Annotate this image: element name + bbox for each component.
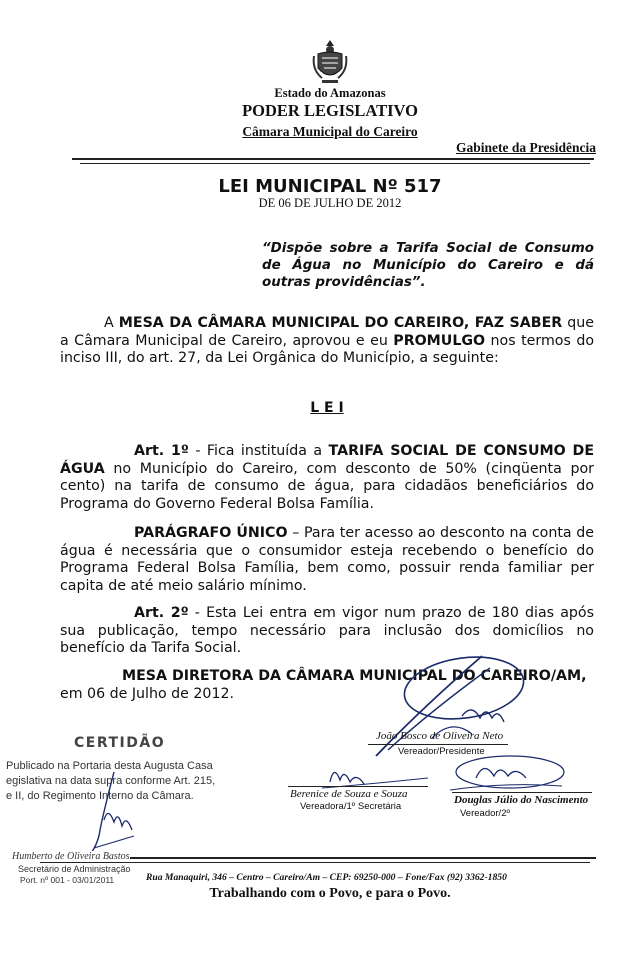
article-2-label: Art. 2º bbox=[134, 605, 189, 621]
header-power: PODER LEGISLATIVO bbox=[242, 101, 418, 120]
article-1-bold: TARIFA SOCIAL DE CONSUMO DE ÁGUA bbox=[60, 443, 595, 477]
intro-text-2: que a Câmara Municipal de Careiro, aprovou e eu bbox=[60, 315, 594, 349]
certidao-signer: Humberto de Oliveira Bastos bbox=[12, 851, 130, 862]
header-office: Gabinete da Presidência bbox=[456, 140, 596, 155]
article-1-text-2: no Município do Careiro, com desconto de 50% (cinqüenta por cento) na tarifa de consumo de água, para cidadãos beneficiários do Programa do Governo Federal Bolsa Família. bbox=[60, 460, 594, 512]
footer-motto: Trabalhando com o Povo, e para o Povo. bbox=[209, 886, 451, 901]
president-line bbox=[368, 744, 508, 745]
certidao-title: CERTIDÃO bbox=[74, 735, 166, 751]
header-chamber: Câmara Municipal do Careiro bbox=[242, 124, 418, 139]
article-1-text-1: - Fica instituída a bbox=[188, 443, 329, 459]
second-signature bbox=[446, 752, 566, 796]
coat-of-arms-icon bbox=[312, 38, 348, 86]
secretary-role: Vereadora/1º Secretária bbox=[300, 801, 402, 812]
law-title: LEI MUNICIPAL Nº 517 bbox=[218, 176, 442, 197]
article-1 bbox=[60, 443, 594, 513]
footer-rule-bottom bbox=[40, 862, 590, 863]
footer-address: Rua Manaquiri, 346 – Centro – Careiro/Am – CEP: 69250-000 – Fone/Fax (92) 3362-1850 bbox=[146, 872, 507, 883]
law-summary: “Dispõe sobre a Tarifa Social de Consumo de Água no Município do Careiro e dá outras providências”. bbox=[262, 241, 594, 290]
intro-paragraph bbox=[60, 315, 594, 368]
president-role: Vereador/Presidente bbox=[398, 746, 485, 757]
secretary-name: Berenice de Souza e Souza bbox=[290, 788, 408, 800]
secretary-line bbox=[288, 786, 428, 787]
president-name: João Bosco de Oliveira Neto bbox=[376, 730, 504, 742]
certidao-line-2: egislativa na data supra conforme Art. 215, bbox=[6, 775, 216, 787]
second-name: Douglas Júlio do Nascimento bbox=[454, 794, 589, 806]
certidao-line-1: Publicado na Portaria desta Augusta Casa bbox=[6, 760, 213, 772]
header-rule-top bbox=[72, 158, 594, 160]
certidao-role: Secretário de Administração bbox=[18, 864, 131, 874]
lei-heading: L E I bbox=[310, 400, 344, 416]
law-date: DE 06 DE JULHO DE 2012 bbox=[258, 196, 402, 210]
intro-text-1: A bbox=[104, 315, 119, 331]
closing-bold: MESA DIRETORA DA CÂMARA MUNICIPAL DO CAREIRO/AM, bbox=[122, 668, 587, 684]
intro-bold-1: MESA DA CÂMARA MUNICIPAL DO CAREIRO, FAZ SABER bbox=[118, 315, 563, 331]
second-line bbox=[452, 792, 592, 793]
article-1-label: Art. 1º bbox=[134, 443, 189, 459]
certidao-line-3: e II, do Regimento Interno da Câmara. bbox=[6, 790, 194, 802]
header-rule-bottom bbox=[80, 163, 590, 164]
paragrafo-unico-text: – Para ter acesso ao desconto na conta de água é necessária que o consumidor esteja recebendo o benefício do Programa Federal Bolsa Família, bem como, possuir renda familiar per capita de até meio salário mínimo. bbox=[60, 525, 594, 594]
header-state: Estado do Amazonas bbox=[274, 86, 386, 100]
certidao-port: Port. nº 001 - 03/01/2011 bbox=[20, 875, 115, 885]
paragrafo-unico-label: PARÁGRAFO ÚNICO bbox=[134, 525, 288, 541]
intro-bold-2: PROMULGO bbox=[393, 332, 486, 349]
article-2-text: - Esta Lei entra em vigor num prazo de 180 dias após sua publicação, tempo necessário para inclusão dos domicílios no benefício da Tarifa Social. bbox=[60, 605, 594, 657]
paragrafo-unico bbox=[60, 525, 594, 595]
second-role: Vereador/2º bbox=[460, 808, 510, 819]
intro-text-3: nos termos do inciso III, do art. 27, da Lei Orgânica do Município, a seguinte: bbox=[60, 332, 595, 367]
closing-date: em 06 de Julho de 2012. bbox=[60, 686, 235, 702]
